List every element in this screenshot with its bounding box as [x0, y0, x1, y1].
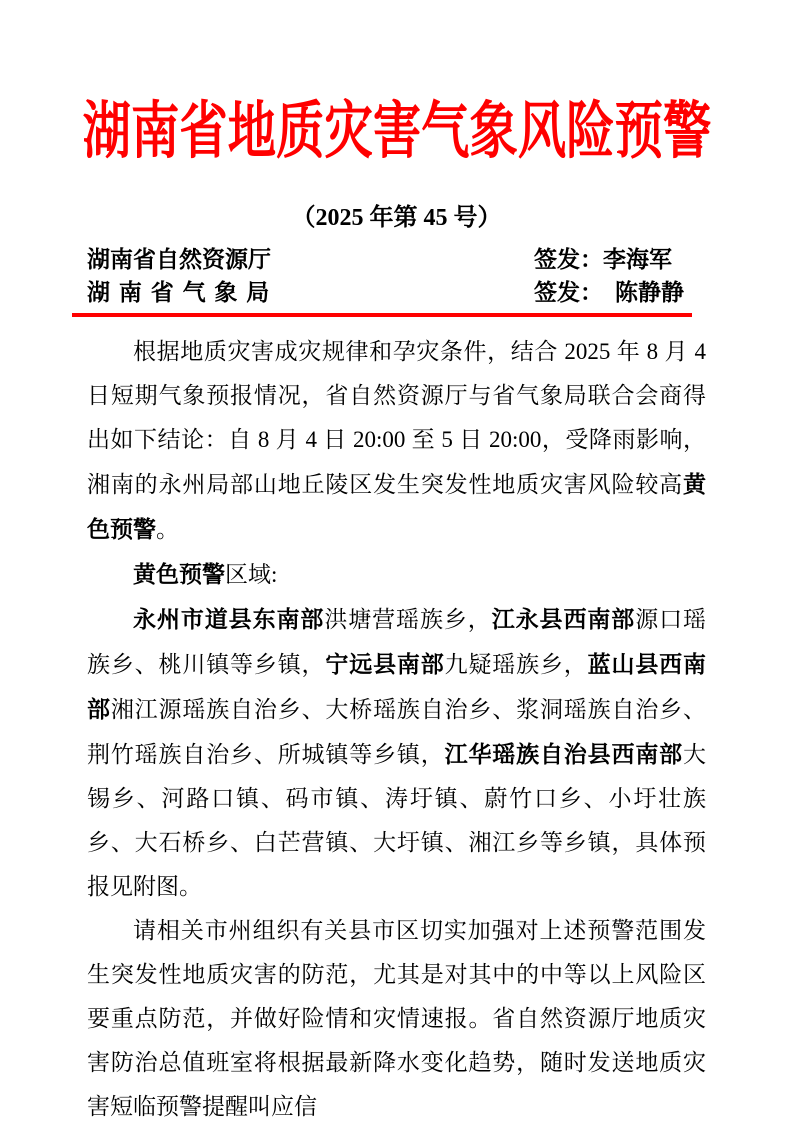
yellow-warning-emphasis: 黄色预警: [133, 560, 225, 587]
text-segment: 根据地质灾害成灾规律和孕灾条件，结合 2025 年 8 月 4 日短期气象预报情况，省自然资源厅与省气象局联合会商得出如下结论：自 8 月 4 日 20:00 至 5 日 20:00，受降雨影响，湘南的永州局部山地丘陵区发生突发性地质灾害风险较高: [87, 338, 706, 497]
signer-line-1: [534, 243, 684, 276]
body-paragraph-instructions: [87, 909, 706, 1122]
body-paragraph-region-list: [87, 597, 706, 909]
issue-number: （2025 年第 45 号）: [291, 204, 502, 231]
document-body: [87, 330, 706, 1122]
text-segment: 洪塘营瑶族乡，: [324, 606, 492, 632]
county-emphasis: 永州市道县东南部: [133, 605, 325, 632]
yellow-warning-emphasis: 黄色预警: [87, 470, 706, 542]
body-paragraph-conclusion: [87, 330, 706, 552]
text-segment: 。: [156, 516, 179, 542]
sign-label-1: 签发：: [534, 245, 603, 272]
text-segment: 请相关市州组织有关县市区切实加强对上述预警范围发生突发性地质灾害的防范，尤其是对其中的中等以上风险区要重点防范，并做好险情和灾情速报。省自然资源厅地质灾害防治总值班室将根据最新降水变化趋势，随时发送地质灾害短临预警提醒叫应信: [87, 917, 706, 1119]
text-segment: 大锡乡、河路口镇、码市镇、涛圩镇、蔚竹口乡、小圩壮族乡、大石桥乡、白芒营镇、大圩镇、湘江乡等乡镇，具体预报见附图。: [87, 741, 707, 899]
text-segment: 源口瑶族乡、桃川镇等乡镇，: [87, 606, 707, 677]
issuing-header: [87, 243, 706, 309]
county-emphasis: 江永县西南部: [491, 605, 636, 632]
document-title: 湖南省地质灾害气象风险预警: [82, 98, 711, 166]
issuing-orgs: [87, 243, 278, 309]
sign-name-2: 陈静静: [615, 278, 684, 305]
sign-name-1: 李海军: [603, 245, 672, 272]
org-meteorological-bureau: 湖南省气象局: [87, 278, 279, 305]
sign-label-2: 签发：: [534, 278, 603, 305]
county-emphasis: 蓝山县西南部: [87, 650, 707, 722]
org-natural-resources: 湖南省自然资源厅: [87, 245, 271, 272]
title-row: [82, 92, 711, 173]
red-divider-line: [72, 313, 692, 317]
county-emphasis: 宁远县南部: [325, 650, 445, 677]
text-segment: 九疑瑶族乡，: [444, 651, 588, 677]
signer-line-2: [534, 276, 684, 309]
body-paragraph-region-heading: [87, 552, 706, 597]
text-segment: 湘江源瑶族自治乡、大桥瑶族自治乡、浆洞瑶族自治乡、荆竹瑶族自治乡、所城镇等乡镇，: [87, 696, 707, 767]
county-emphasis: 江华瑶族自治县西南部: [444, 740, 684, 767]
text-segment: 区域:: [225, 561, 278, 587]
signers: [534, 243, 706, 309]
